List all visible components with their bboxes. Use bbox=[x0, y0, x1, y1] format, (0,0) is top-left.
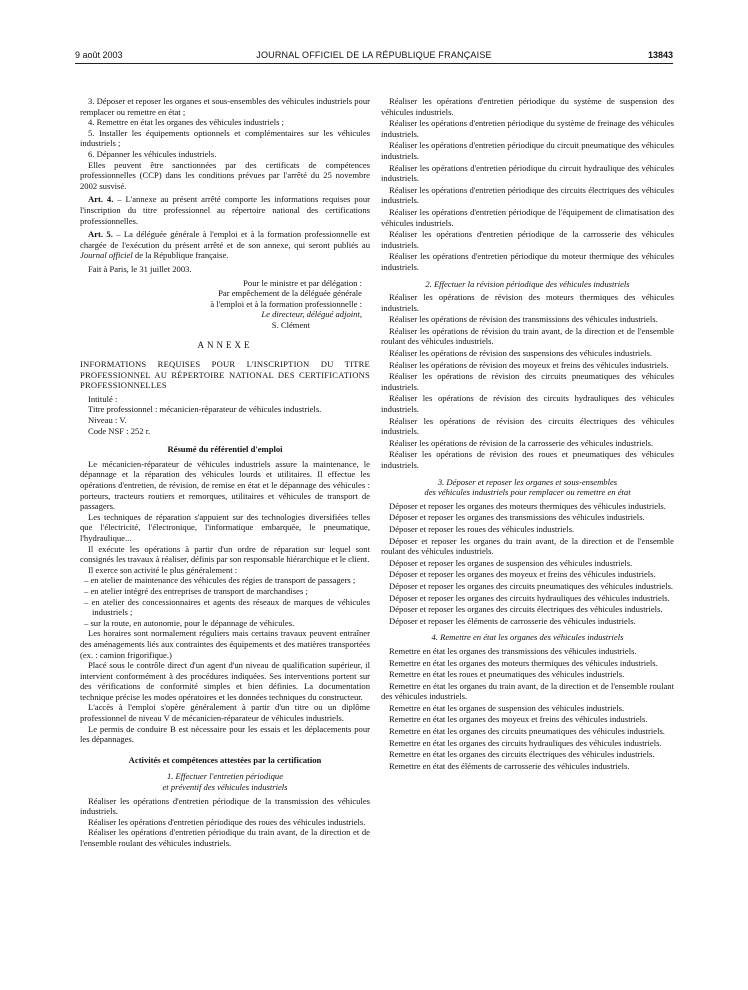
subsection-2-title: 2. Effectuer la révision périodique des véhicules industriels bbox=[425, 278, 630, 289]
info-title: INFORMATIONS REQUISES POUR L'INSCRIPTION DU TITRE PROFESSIONNEL AU RÉPERTOIRE NATIONAL DES CERTIFICATIONS PROFESSIONNELLES bbox=[80, 359, 370, 391]
list-item: Réaliser les opérations d'entretien périodique de la carrosserie des véhicules industriels. bbox=[381, 229, 674, 250]
dash-item: – sur la route, en autonomie, pour le dépannage de véhicules. bbox=[84, 617, 295, 628]
resume-paragraph: Les horaires sont normalement réguliers mais certains travaux peuvent entraîner des aménagements liés aux contraintes des équipements et des matières transportées (ex. : camion frigorifique.) bbox=[80, 628, 370, 660]
journal-officiel-ref: Journal officiel bbox=[80, 250, 133, 261]
list-item: Remettre en état les organes des circuits hydrauliques des véhicules industriels. bbox=[389, 737, 662, 748]
list-item: Réaliser les opérations de révision des moteurs thermiques des véhicules industriels. bbox=[381, 292, 674, 313]
niveau: Niveau : V. bbox=[88, 415, 127, 426]
list-item: 5. Installer les équipements optionnels et complémentaires sur les véhicules industriels ; bbox=[80, 127, 370, 149]
fait-a-paris: Fait à Paris, le 31 juillet 2003. bbox=[88, 263, 192, 274]
article-4 bbox=[80, 194, 370, 226]
list-item: Réaliser les opérations d'entretien périodique des circuits électriques des véhicules industriels. bbox=[381, 184, 674, 206]
signature-line: Par empêchement de la déléguée générale bbox=[218, 288, 362, 299]
list-item: Réaliser les opérations de révision des transmissions des véhicules industriels. bbox=[389, 314, 658, 325]
resume-paragraph: Placé sous le contrôle direct d'un agent d'un niveau de qualification supérieur, il intervient conformément à des procédures indiquées. Ses interventions portent sur des vérifications de conformité simples et bien définies. La documentation technique précise les modes opératoires et les données techniques du constructeur. bbox=[80, 660, 370, 702]
article-4-label: Art. 4. bbox=[88, 194, 114, 205]
resume-heading: Résumé du référentiel d'emploi bbox=[167, 444, 283, 455]
left-column bbox=[80, 96, 370, 849]
resume-paragraph: Il exécute les opérations à partir d'un ordre de réparation sur lequel sont consignés les travaux à réaliser, définis par son responsable hiérarchique et le client. bbox=[80, 543, 370, 565]
dash-item: – en atelier de maintenance des véhicules des régies de transport de passagers ; bbox=[84, 575, 356, 586]
article-5-label: Art. 5. bbox=[88, 229, 113, 240]
list-item: Réaliser les opérations d'entretien périodique de l'équipement de climatisation des véhicules industriels. bbox=[381, 206, 674, 228]
left-items bbox=[80, 96, 370, 191]
list-item: Réaliser les opérations de révision de la carrosserie des véhicules industriels. bbox=[389, 437, 654, 448]
list-item: Déposer et reposer les organes des moteurs thermiques des véhicules industriels. bbox=[389, 500, 666, 511]
list-item: Remettre en état les organes de suspension des véhicules industriels. bbox=[389, 702, 625, 713]
list-item: Déposer et reposer les organes des circuits électriques des véhicules industriels. bbox=[389, 604, 663, 615]
list-item: Déposer et reposer les organes des circuits pneumatiques des véhicules industriels. bbox=[389, 580, 674, 591]
page-number: 13843 bbox=[647, 50, 673, 60]
intitule-label: Intitulé : bbox=[88, 393, 118, 404]
subsection-4-title: 4. Remettre en état les organes des véhicules industriels bbox=[431, 632, 624, 643]
list-item: 4. Remettre en état les organes des véhicules industriels ; bbox=[88, 117, 285, 128]
list-item: Déposer et reposer les organes du train avant, de la direction et de l'ensemble roulant des véhicules industriels. bbox=[381, 535, 674, 557]
list-item: Remettre en état les organes des moyeux et freins des véhicules industriels. bbox=[389, 714, 648, 725]
signature-line: Pour le ministre et par délégation : bbox=[243, 277, 362, 288]
list-item: Réaliser les opérations de révision des roues et pneumatiques des véhicules industriels. bbox=[381, 449, 674, 470]
resume-paragraph: L'accès à l'emploi s'opère généralement à partir d'un titre ou un diplôme professionnel de niveau V de mécanicien-réparateur de véhicules industriels. bbox=[80, 702, 370, 724]
list-item: Réaliser les opérations d'entretien périodique du moteur thermique des véhicules industriels. bbox=[381, 251, 674, 272]
article-5-text: – La déléguée générale à l'emploi et à la formation professionnelle est chargée de l'exécution du présent arrêté et de son annexe, qui seront publiés au bbox=[80, 229, 370, 250]
list-item: Déposer et reposer les organes des moyeux et freins des véhicules industriels. bbox=[389, 569, 656, 580]
page-header bbox=[75, 50, 673, 64]
list-item: Réaliser les opérations d'entretien périodique du système de suspension des véhicules industriels. bbox=[381, 96, 674, 117]
list-item: Remettre en état les organes des circuits électriques des véhicules industriels. bbox=[389, 749, 655, 760]
list-item: Réaliser les opérations de révision des circuits pneumatiques des véhicules industriels. bbox=[381, 371, 674, 392]
list-item: Réaliser les opérations d'entretien périodique du circuit pneumatique des véhicules industriels. bbox=[381, 140, 674, 161]
resume-paragraph: Il exerce son activité le plus généralement : bbox=[88, 564, 238, 575]
resume-paragraph: Le mécanicien-réparateur de véhicules industriels assure la maintenance, le dépannage et la réparation des véhicules lourds et utilitaires. Il effectue les opérations d'entretien, de révision, de remise en état et le dépannage des véhicules : porteurs, tracteurs routiers et remorques, utilitaires et véhicules de transport de passagers. bbox=[80, 458, 370, 512]
list-item: Réaliser les opérations d'entretien périodique du train avant, de la direction et de l'ensemble roulant des véhicules industriels. bbox=[80, 827, 370, 848]
list-item: Réaliser les opérations de révision des suspensions des véhicules industriels. bbox=[389, 348, 653, 359]
dash-item: – en atelier des concessionnaires et agents des réseaux de marques de véhicules industriels ; bbox=[84, 596, 370, 618]
subsection-3-title-cont: des véhicules industriels pour remplacer ou remettre en état bbox=[424, 487, 631, 498]
article-5-text-end: de la République française. bbox=[132, 250, 229, 261]
titre-professionnel: Titre professionnel : mécanicien-réparateur de véhicules industriels. bbox=[88, 404, 322, 415]
resume-paragraph: Les techniques de réparation s'appuient sur des technologies diversifiées telles que l'électricité, l'électronique, l'informatique embarquée, le pneumatique, l'hydraulique... bbox=[80, 511, 370, 543]
list-item: Remettre en état les organes des moteurs thermiques des véhicules industriels. bbox=[389, 657, 658, 668]
list-item: Réaliser les opérations d'entretien périodique du circuit hydraulique des véhicules industriels. bbox=[381, 162, 674, 184]
dash-item: – en atelier intégré des entreprises de transport de marchandises ; bbox=[84, 585, 308, 596]
journal-title: JOURNAL OFFICIEL DE LA RÉPUBLIQUE FRANÇAISE bbox=[256, 50, 492, 60]
article-4-text: – L'annexe au présent arrêté comporte les informations requises pour l'inscription du titre professionnel au répertoire national des certifications professionnelles. bbox=[80, 194, 370, 226]
list-item: Réaliser les opérations d'entretien périodique du système de freinage des véhicules industriels. bbox=[381, 118, 674, 139]
signature-block bbox=[80, 278, 370, 331]
issue-date: 9 août 2003 bbox=[75, 50, 123, 60]
list-item: Déposer et reposer les organes de suspension des véhicules industriels. bbox=[389, 557, 633, 568]
list-item: Remettre en état les organes du train avant, de la direction et de l'ensemble roulant des véhicules industriels. bbox=[381, 680, 674, 702]
signature-line: à l'emploi et à la formation professionnelle : bbox=[210, 298, 362, 309]
list-item: Réaliser les opérations d'entretien périodique de la transmission des véhicules industriels. bbox=[80, 795, 370, 817]
list-item: Réaliser les opérations de révision des moyeux et freins des véhicules industriels. bbox=[389, 359, 669, 370]
list-item: 3. Déposer et reposer les organes et sous-ensembles des véhicules industriels pour remplacer ou remettre en état ; bbox=[80, 96, 370, 117]
activites-heading: Activités et compétences attestées par la certification bbox=[128, 754, 322, 765]
signatory-name: S. Clément bbox=[271, 319, 310, 330]
article-5 bbox=[80, 229, 370, 261]
list-item: Remettre en état les organes des transmissions des véhicules industriels. bbox=[389, 645, 637, 656]
header-rule bbox=[75, 63, 673, 64]
list-item: Réaliser les opérations de révision des circuits hydrauliques des véhicules industriels. bbox=[381, 393, 674, 415]
list-item: Remettre en état les organes des circuits pneumatiques des véhicules industriels. bbox=[389, 726, 665, 737]
list-item: Réaliser les opérations d'entretien périodique des roues des véhicules industriels. bbox=[88, 816, 366, 827]
list-item: Déposer et reposer les organes des transmissions des véhicules industriels. bbox=[389, 512, 645, 523]
list-item: Remettre en état des éléments de carrosserie des véhicules industriels. bbox=[389, 760, 630, 771]
list-item: Elles peuvent être sanctionnées par des certificats de compétences professionnelles (CCP) dans les conditions prévues par l'arrêté du 25 novembre 2002 susvisé. bbox=[80, 159, 370, 191]
list-item: Déposer et reposer les éléments de carrosserie des véhicules industriels. bbox=[389, 615, 636, 626]
resume-paragraph: Le permis de conduire B est nécessaire pour les essais et les déplacements pour les dépannages. bbox=[80, 723, 370, 745]
list-item: Remettre en état les roues et pneumatiques des véhicules industriels. bbox=[389, 669, 625, 680]
list-item: Déposer et reposer les roues des véhicules industriels. bbox=[389, 523, 575, 534]
list-item: Déposer et reposer les organes des circuits hydrauliques des véhicules industriels. bbox=[389, 592, 670, 603]
annexe-heading: ANNEXE bbox=[197, 340, 253, 351]
subsection-1-title-cont: et préventif des véhicules industriels bbox=[162, 782, 288, 793]
list-item: 6. Dépanner les véhicules industriels. bbox=[88, 148, 217, 159]
subsection-3-title: 3. Déposer et reposer les organes et sous-ensembles bbox=[437, 476, 618, 487]
right-column bbox=[381, 96, 674, 772]
code-nsf: Code NSF : 252 r. bbox=[88, 425, 151, 436]
subsection-1-title: 1. Effectuer l'entretien périodique bbox=[166, 771, 284, 782]
list-item: Réaliser les opérations de révision du train avant, de la direction et de l'ensemble roulant des véhicules industriels. bbox=[381, 325, 674, 347]
list-item: Réaliser les opérations de révision des circuits électriques des véhicules industriels. bbox=[381, 415, 674, 437]
signature-line: Le directeur, délégué adjoint, bbox=[261, 309, 362, 320]
